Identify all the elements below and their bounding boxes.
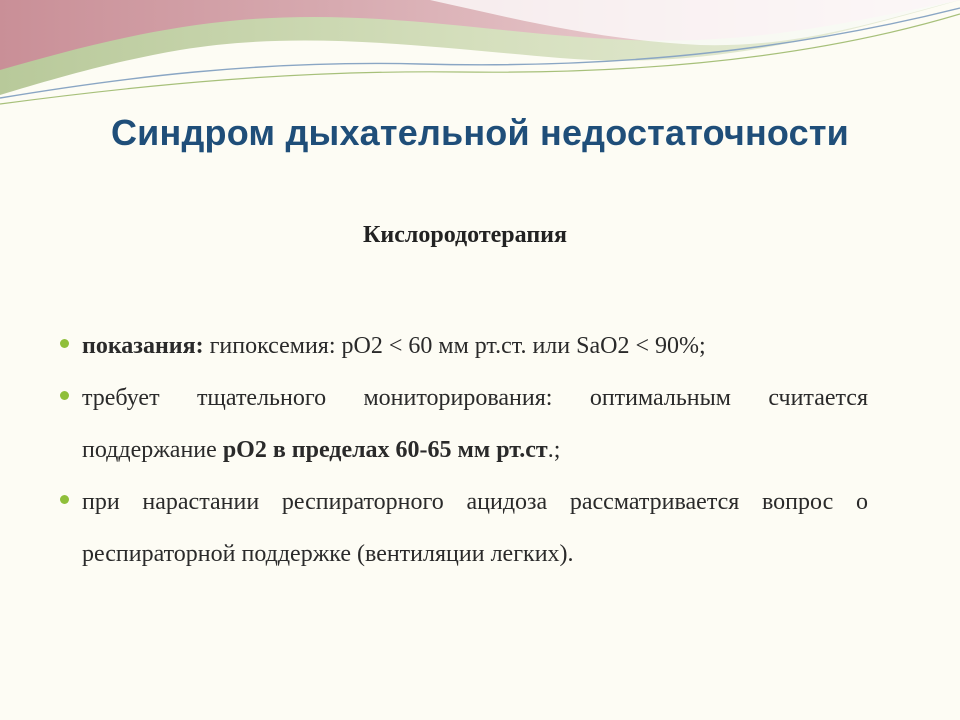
bullet-dot-icon bbox=[60, 391, 69, 400]
bullet-text: при нарастании респираторного ацидоза рассматривается вопрос о респираторной поддержке (вентиляции легких). bbox=[82, 489, 868, 567]
wave-banner bbox=[0, 0, 960, 110]
bullet-list bbox=[60, 320, 868, 580]
bullet-item-indications bbox=[60, 320, 868, 372]
bullet-text: гипоксемия: pO2 < 60 мм рт.ст. или SaO2 < 90%; bbox=[203, 333, 706, 359]
bullet-dot-icon bbox=[60, 339, 69, 348]
slide-title: Синдром дыхательной недостаточности bbox=[110, 112, 850, 153]
bullet-item-monitoring bbox=[60, 372, 868, 476]
bullet-lead-label: показания: bbox=[82, 333, 204, 359]
slide-subtitle: Кислородотерапия bbox=[363, 222, 567, 248]
bullet-item-acidosis bbox=[60, 476, 868, 580]
bullet-bold-text: pO2 в пределах 60-65 мм рт.ст bbox=[222, 437, 548, 463]
bullet-text: требует тщательного мониторирования: оптимальным считается поддержание bbox=[82, 385, 868, 463]
bullet-dot-icon bbox=[60, 495, 69, 504]
bullet-text-end: .; bbox=[547, 437, 561, 463]
